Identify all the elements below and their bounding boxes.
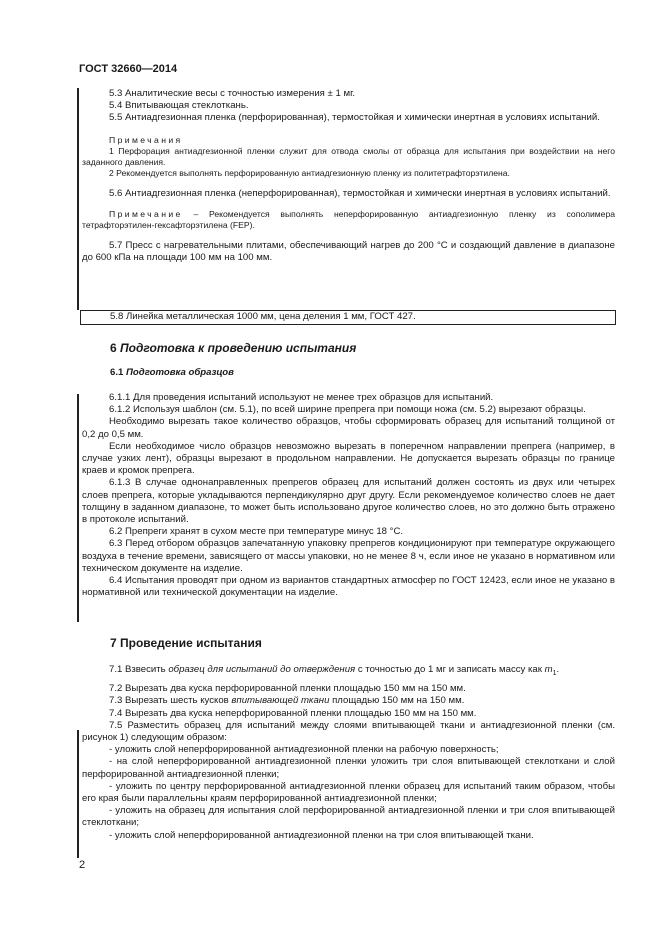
note-single bbox=[82, 209, 615, 231]
list-item: - уложить по центру перфорированной антиадгезионной пленки образец для испытаний таким образом, чтобы его края были параллельны краям перфорированной антиадгезионной пленки; bbox=[82, 780, 615, 804]
clause-7-1-em: образец для испытаний до отверждения bbox=[168, 664, 356, 675]
page-number: 2 bbox=[79, 859, 86, 871]
clause-7-1-text-2: с точностью до 1 мг и записать массу как bbox=[355, 664, 545, 675]
note-1: 1 Перфорация антиадгезионной пленки служит для отвода смолы от образца для испытания при воздействии на него заданного давления. bbox=[82, 145, 615, 167]
clause-6-1-2: 6.1.2 Используя шаблон (см. 5.1), по всей ширине препрега при помощи ножа (см. 5.2) вырезают образцы. bbox=[109, 404, 586, 416]
note-2: 2 Рекомендуется выполнять перфорированную антиадгезионную пленку из политетрафторэтилена. bbox=[109, 167, 510, 178]
clause-7-4: 7.4 Вырезать два куска неперфорированной пленки площадью 150 мм на 150 мм. bbox=[109, 707, 477, 719]
list-item: - на слой неперфорированной антиадгезионной пленки уложить три слоя впитывающей стеклоткани и слой перфорированной антиадгезионной пленки; bbox=[82, 756, 615, 780]
section-5-block bbox=[82, 88, 615, 264]
mass-subscript: 1 bbox=[552, 669, 557, 677]
clause-6-1-3: 6.1.3 В случае однонаправленных препрегов образец для испытаний должен состоять из двух или четырех слоев препрега, которые укладываются перпендикулярно друг другу. Если рекомендуемое количество слоев не дает толщину в заданном диапазоне, то может быть использовано другое количество слоев, но это должно быть отражено в протоколе испытаний. bbox=[82, 477, 615, 526]
clause-7-2: 7.2 Вырезать два куска перфорированной пленки площадью 150 мм на 150 мм. bbox=[109, 683, 466, 695]
subsection-6-1-title: Подготовка образцов bbox=[126, 367, 234, 378]
clause-5-3: 5.3 Аналитические весы с точностью измерения ± 1 мг. bbox=[109, 88, 356, 99]
clause-7-5: 7.5 Разместить образец для испытаний между слоями впитывающей ткани и антиадгезионной пленки (см. рисунок 1) следующим образом: bbox=[82, 719, 615, 743]
clause-6-1-1: 6.1.1 Для проведения испытаний используют не менее трех образцов для испытаний. bbox=[109, 392, 494, 403]
para-cut-count: Необходимо вырезать такое количество образцов, чтобы сформировать образец для испытаний толщиной от 0,2 до 0,5 мм. bbox=[82, 416, 615, 440]
clause-7-3 bbox=[82, 695, 615, 707]
list-item: - уложить на образец для испытания слой перфорированной антиадгезионной пленки и три слоя впитывающей стеклоткани; bbox=[82, 805, 615, 829]
clause-5-7: 5.7 Пресс с нагревательными плитами, обеспечивающий нагрев до 200 °С и создающий давление в диапазоне до 600 кПа на площади 100 мм на 100 мм. bbox=[82, 239, 615, 264]
clause-5-6: 5.6 Антиадгезионная пленка (неперфорированная), термостойкая и химически инертная в условиях испытаний. bbox=[109, 187, 611, 199]
subsection-6-1-number: 6.1 bbox=[110, 367, 124, 378]
section-7-heading: 7 Проведение испытания bbox=[110, 636, 262, 650]
document-code: ГОСТ 32660—2014 bbox=[79, 63, 178, 75]
list-item: - уложить слой неперфорированной антиадгезионной пленки на три слоя впитывающей ткани. bbox=[109, 829, 534, 841]
para-cut-direction: Если необходимое число образцов невозможно вырезать в поперечном направлении препрега (например, в случае узких лент), образцы вырезают в продольном направлении. Не допускается вырезать образцы по границе краев и кромок препрега. bbox=[82, 440, 615, 477]
clause-7-3-text: 7.3 Вырезать шесть кусков bbox=[109, 695, 232, 707]
clause-5-8-box bbox=[80, 310, 616, 325]
clause-5-5: 5.5 Антиадгезионная пленка (перфорированная), термостойкая и химически инертная в условиях испытаний. bbox=[109, 112, 600, 124]
clause-6-2: 6.2 Препреги хранят в сухом месте при температуре минус 18 °С. bbox=[109, 526, 404, 538]
clause-7-3-text-2: площадью 150 мм на 150 мм. bbox=[329, 695, 465, 707]
clause-7-1-text: 7.1 Взвесить bbox=[109, 664, 169, 675]
section-6-number: 6 bbox=[110, 341, 117, 355]
mass-symbol: m bbox=[544, 664, 553, 675]
change-bar bbox=[77, 394, 79, 622]
clause-6-4: 6.4 Испытания проводят при одном из вариантов стандартных атмосфер по ГОСТ 12423, если иное не указано в нормативной или технической документации на изделие. bbox=[82, 575, 615, 599]
change-bar bbox=[77, 88, 79, 310]
clause-7-1-end: . bbox=[556, 664, 560, 675]
clause-5-8: 5.8 Линейка металлическая 1000 мм, цена деления 1 мм, ГОСТ 427. bbox=[110, 311, 416, 322]
clause-7-3-em: впитывающей ткани bbox=[231, 695, 330, 707]
section-6-title: Подготовка к проведению испытания bbox=[120, 341, 357, 355]
clause-5-4: 5.4 Впитывающая стеклоткань. bbox=[109, 100, 249, 112]
notes-title: Примечания bbox=[109, 134, 183, 145]
note-single-label: Примечание bbox=[109, 208, 183, 219]
list-item: - уложить слой неперфорированной антиадгезионной пленки на рабочую поверхность; bbox=[109, 744, 499, 756]
note-single-text: – Рекомендуется выполнять неперфорированную антиадгезионную пленку из сополимера тетрафторэтилен-гексафторэтилена (FEP). bbox=[82, 208, 615, 230]
change-bar bbox=[77, 730, 79, 858]
section-6-heading bbox=[110, 341, 356, 355]
section-7-block bbox=[82, 664, 615, 842]
subsection-6-1-heading bbox=[110, 367, 234, 378]
section-6-block bbox=[82, 392, 615, 599]
clause-6-3: 6.3 Перед отбором образцов запечатанную упаковку препрегов кондиционируют при температуре окружающего воздуха в течение времени, зависящего от массы упаковки, но не менее 8 ч, если иное не указано в нормативном или техническом документе на изделие. bbox=[82, 538, 615, 574]
clause-7-1 bbox=[82, 664, 615, 680]
